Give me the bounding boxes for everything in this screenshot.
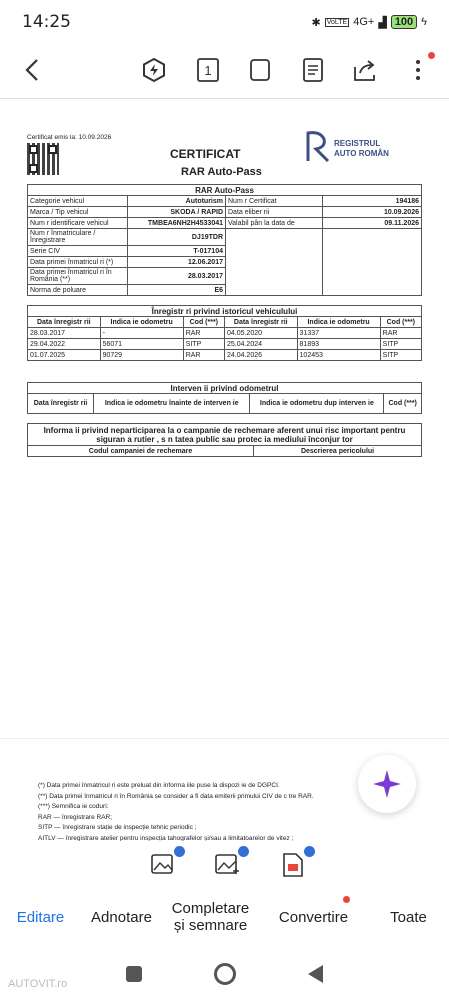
sparkle-icon (372, 769, 402, 799)
add-image-button[interactable] (214, 852, 240, 883)
issued-date: Certificat emis la: 10.09.2026 (27, 134, 112, 141)
image-add-icon (214, 852, 240, 878)
vehicle-info-table: RAR Auto-Pass Categorie vehicul Autoturism Num r Certificat 194186 Marca / Tip vehicul SKODA / RAPID Data eliber rii 10.09.2026 Num r identificare vehicul TMBEA6NH2H4533041 Valabil pân la data de 09.11.2026 Num r înmatriculare / înregistrare DJ19TDR Serie CIV T-017104 Data primei înmatricul ri (*) 12.06.2017 Data primei înmatricul ri în România (**) 28.03.2017 Norma de poluare E6 (27, 184, 422, 296)
tools-hexagon-icon[interactable] (140, 56, 168, 84)
watermark: AUTOVIT.ro (8, 978, 68, 990)
odometer-table: Interven ii privind odometrul Data înregistr rii Indica ie odometru înainte de interven ie Indica ie odometru dup interven ie Cod (***) (27, 382, 422, 414)
history-table: Înregistr ri privind istoricul vehiculului Data înregistr rii Indica ie odometru Cod (***) Data înregistr rii Indica ie odometru Cod (***) 28.03.2017 - RAR 04.05.2020 31337 RAR 29.04.2022 56071 SITP 25.04.2024 81893 SITP 01.07.2025 90729 RAR 24.04.2026 102453 SITP (27, 305, 422, 361)
tab-all[interactable]: Toate (390, 908, 427, 926)
table-row: 29.04.2022 56071 SITP 25.04.2024 81893 SITP (28, 339, 422, 350)
table-row: 28.03.2017 - RAR 04.05.2020 31337 RAR (28, 328, 422, 339)
share-icon[interactable] (351, 56, 379, 84)
notification-dot (428, 52, 435, 59)
back-icon[interactable] (308, 965, 323, 983)
doc-title: CERTIFICAT (170, 147, 241, 161)
lower-panel (0, 738, 449, 893)
tab-annotate[interactable]: Adnotare (91, 908, 152, 926)
pro-badge-icon (238, 846, 249, 857)
ai-assistant-button[interactable] (358, 755, 416, 813)
document-page[interactable] (0, 98, 449, 738)
reading-mode-icon[interactable] (299, 56, 327, 84)
clock: 14:25 (22, 12, 71, 32)
top-toolbar (0, 46, 449, 94)
page-counter-button[interactable] (194, 56, 222, 84)
signal-icon: ▟ (378, 16, 387, 29)
home-icon[interactable] (214, 963, 236, 985)
pro-badge-icon (174, 846, 185, 857)
pro-badge-icon (304, 846, 315, 857)
document-tool-icon (280, 852, 306, 878)
page-number: 1 (204, 62, 212, 78)
bottom-nav (0, 893, 449, 941)
recall-table: Informa ii privind neparticiparea la o campanie de rechemare aferent unui risc important pentru siguran a rutier , s n tatea public sau protec ia mediului înconjur tor Codul campaniei de rechemare Descrierea pericolului (27, 423, 422, 457)
tab-edit[interactable]: Editare (16, 908, 65, 926)
network-label: 4G+ (353, 16, 375, 28)
doc-subtitle: RAR Auto-Pass (181, 166, 262, 178)
system-nav-bar (0, 950, 449, 998)
recents-icon[interactable] (126, 966, 142, 982)
image-edit-icon (150, 852, 176, 878)
insert-image-button[interactable] (150, 852, 176, 883)
rar-logo: REGISTRUL AUTO ROMÂN (304, 129, 404, 165)
convert-notification-dot (343, 896, 350, 903)
table-row: 01.07.2025 90729 RAR 24.04.2026 102453 SITP (28, 350, 422, 361)
charging-icon: ϟ (421, 16, 427, 28)
volte-icon: VoLTE (326, 18, 348, 26)
bluetooth-icon: ✱ (311, 16, 321, 29)
status-bar (0, 0, 449, 44)
tab-fill-sign[interactable]: Completare și semnare (171, 900, 250, 934)
fullscreen-icon[interactable] (246, 56, 274, 84)
more-options-icon[interactable] (404, 56, 432, 84)
qr-code (27, 143, 59, 175)
battery-indicator: 100 (391, 15, 417, 29)
footnotes: (*) Data primei înmatricul ri este preluat din informa iile puse la dispozi ie de DGPCI. (**) Data primei înmatricul ri în România se consider a fi data emiterii primului CIV de c tre RAR. (***) Semnifica ie coduri: RAR — înregistrare RAR; SITP — înregistrare stație de inspecție tehnic periodic ; AITLV — înregistrare atelier pentru inspecția tahografelor și/sau a limitatoarelor de vitez ; (38, 782, 314, 841)
back-arrow-icon[interactable] (18, 56, 46, 84)
pdf-tool-button[interactable] (280, 852, 306, 883)
tab-convert[interactable]: Convertire (278, 908, 349, 926)
